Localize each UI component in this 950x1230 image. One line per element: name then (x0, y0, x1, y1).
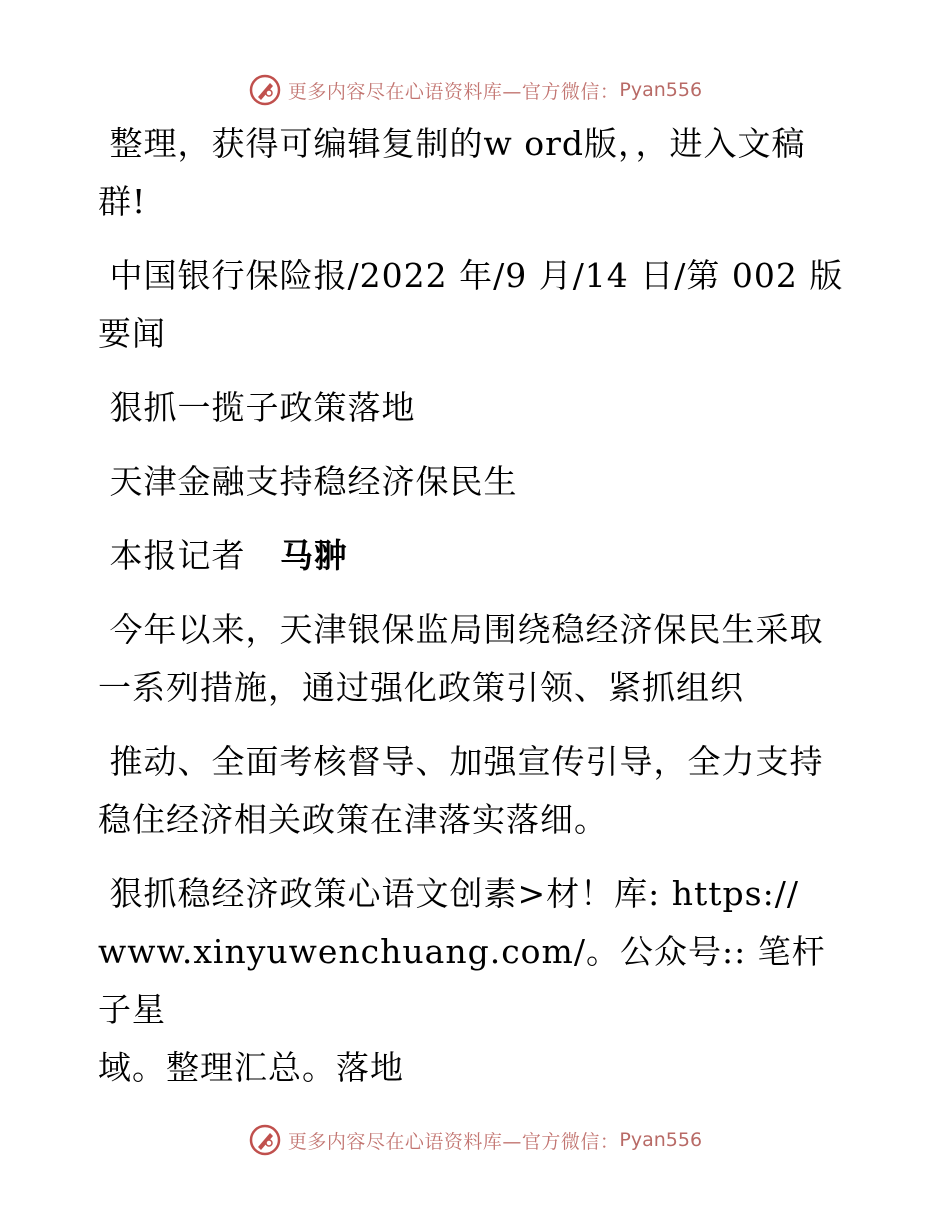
watermark-brand: Pyan556 (619, 79, 703, 101)
footer-watermark (0, 1120, 950, 1160)
paragraph-3-line-2: www.xinyuwenchuang.com/。公众号:: 笔杆子星 (98, 932, 826, 1029)
paragraph-3-line-1: 狠抓稳经济政策心语文创素>材！库: https:// (98, 874, 799, 913)
watermark-text: 更多内容尽在心语资料库—官方微信： (287, 80, 620, 103)
paragraph-1-line-1: 今年以来，天津银保监局围绕稳经济保民生采取 (98, 610, 824, 649)
pen-logo-icon (248, 73, 282, 107)
intro-line: 整理，获得可编辑复制的w ord版，，进入文稿 (98, 124, 806, 163)
source-line: 中国银行保险报/2022 年/9 月/14 日/第 002 版 (98, 256, 844, 295)
headline-sub: 天津金融支持稳经济保民生 (98, 462, 518, 501)
byline-prefix: 本报记者 (98, 536, 280, 575)
article-body (98, 115, 858, 1097)
paragraph-3-line-3: 域。整理汇总。落地 (98, 1048, 404, 1087)
headline-main: 狠抓一揽子政策落地 (98, 388, 416, 427)
section-label: 要闻 (98, 314, 166, 353)
paragraph-2-line-1: 推动、全面考核督导、加强宣传引导，全力支持 (98, 742, 824, 781)
intro-line-cont: 群! (98, 182, 147, 221)
watermark-text: 更多内容尽在心语资料库—官方微信： (287, 1130, 620, 1153)
watermark-brand: Pyan556 (619, 1129, 703, 1151)
paragraph-2-line-2: 稳住经济相关政策在津落实落细。 (98, 800, 608, 839)
byline (98, 527, 858, 585)
paragraph-1-line-2: 一系列措施，通过强化政策引领、紧抓组织 (98, 668, 744, 707)
header-watermark (0, 70, 950, 110)
author-name: 马翀 (279, 536, 348, 575)
pen-logo-icon (248, 1123, 282, 1157)
